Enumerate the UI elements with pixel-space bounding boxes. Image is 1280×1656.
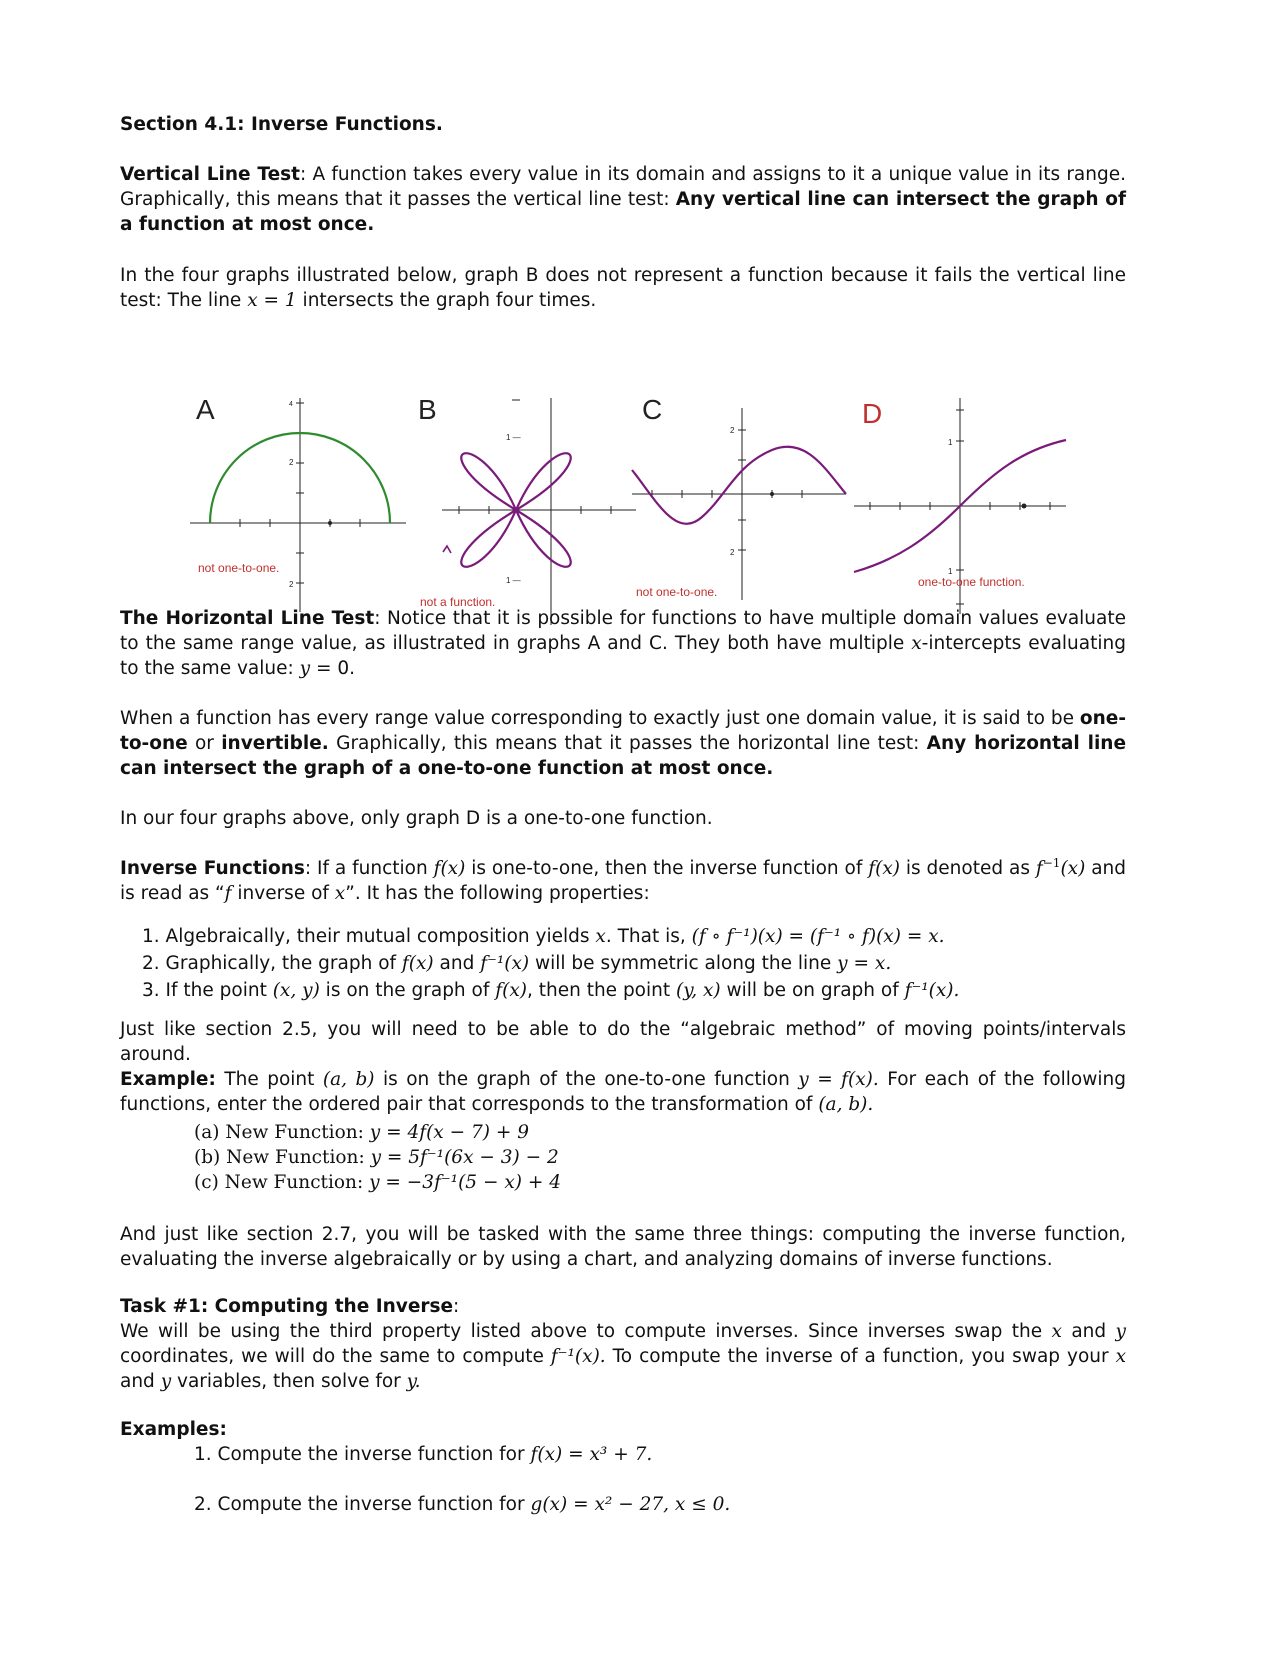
svg-text:1: 1 xyxy=(948,438,953,447)
property-number: 1. xyxy=(142,926,160,947)
hlt-heading: The Horizontal Line Test xyxy=(120,608,375,629)
graph-c-letter: C xyxy=(642,394,663,425)
example-math: g(x) = x² − 27, x ≤ 0. xyxy=(530,1494,731,1515)
transformation-expr: y = 4f(x − 7) + 9 xyxy=(369,1122,530,1143)
vertical-line-test-paragraph xyxy=(120,162,1126,237)
property-number: 3. xyxy=(142,980,160,1001)
property-text: . That is, xyxy=(605,926,692,947)
transformation-label: (a) New Function: xyxy=(194,1122,370,1143)
inv-t4: and is read as “ xyxy=(120,858,1127,904)
property-text: will be symmetric along the line xyxy=(529,953,838,974)
graph-b xyxy=(418,394,636,625)
transformation-label: (b) New Function: xyxy=(194,1147,371,1168)
task1-t6: variables, then solve for xyxy=(171,1371,407,1392)
task1-t2: and xyxy=(1061,1321,1116,1342)
hlt-math2: y xyxy=(299,658,311,679)
svg-text:2: 2 xyxy=(730,426,735,435)
example-m1: (a, b) xyxy=(322,1069,375,1090)
oto-bold3: Any horizontal line can intersect the graph of a one-to-one function at most once. xyxy=(120,733,1127,779)
transformation-expr: y = −3f⁻¹(5 − x) + 4 xyxy=(369,1172,562,1193)
vlt-heading: Vertical Line Test xyxy=(120,164,300,185)
task-1-paragraph xyxy=(120,1294,1126,1394)
inv-t3: is denoted as xyxy=(899,858,1036,879)
graph-c-curve xyxy=(632,447,846,524)
inv-m1: f(x) xyxy=(433,858,466,879)
one-to-one-paragraph xyxy=(120,706,1126,781)
property-text: If the point xyxy=(165,980,273,1001)
oto-text3: Graphically, this means that it passes the horizontal line test: xyxy=(328,733,927,754)
section-2-7-note: And just like section 2.7, you will be tasked with the same three things: computing the inverse function, evaluating the inverse algebraically or by using a chart, and analyzing domains of inverse functions. xyxy=(120,1224,1126,1270)
oto-bold2: invertible. xyxy=(221,733,329,754)
graph-b-caption: not a function. xyxy=(420,595,496,609)
task1-m1: x xyxy=(1051,1321,1062,1342)
vlt-text: : A function takes every value in its domain and assigns to it a unique value in its range. Graphically, this means that it passes the vertical line test: xyxy=(120,164,1127,210)
example-m3: (a, b). xyxy=(818,1094,874,1115)
hlt-text2: -intercepts evaluating to the same value: xyxy=(120,633,1126,679)
task1-m3: f⁻¹(x). xyxy=(550,1346,606,1367)
inv-m4: f xyxy=(224,883,232,904)
inv-t5: inverse of xyxy=(231,883,335,904)
intro-math: x = 1 xyxy=(247,290,297,311)
vlt-bold: Any vertical line can intersect the graph of a function at most once. xyxy=(120,189,1126,235)
example-t3: For each of the following functions, enter the ordered pair that corresponds to the transformation of xyxy=(120,1069,1126,1115)
intro-text: In the four graphs illustrated below, graph B does not represent a function because it fails the vertical line test: The line xyxy=(120,265,1126,311)
property-math: (f ∘ f⁻¹)(x) = (f⁻¹ ∘ f)(x) = x. xyxy=(691,926,945,947)
section-2-5-note: Just like section 2.5, you will need to be able to do the “algebraic method” of moving points/intervals around. xyxy=(120,1019,1126,1065)
intro-four-graphs xyxy=(120,263,1126,313)
example-text: Compute the inverse function for xyxy=(211,1444,531,1465)
section-title: Section 4.1: Inverse Functions. xyxy=(120,114,443,135)
task1-m5: y xyxy=(160,1371,172,1392)
inverse-functions-paragraph xyxy=(120,856,1126,906)
property-number: 2. xyxy=(142,953,160,974)
inv-heading: Inverse Functions xyxy=(120,858,305,879)
oto-text1: When a function has every range value corresponding to exactly just one domain value, it is said to be xyxy=(120,708,1080,729)
example-text: Compute the inverse function for xyxy=(211,1494,531,1515)
inv-t6: ”. It has the following properties: xyxy=(345,883,650,904)
hlt-text1: : Notice that it is possible for functions to have multiple domain values evaluate to the same range value, as illustrated in graphs A and C. They both have multiple xyxy=(120,608,1126,654)
example-item-1 xyxy=(194,1442,652,1467)
transformations-list xyxy=(194,1120,561,1195)
transformation-item xyxy=(194,1120,561,1145)
inv-m3: f xyxy=(1035,858,1043,879)
graph-c-caption: not one-to-one. xyxy=(636,585,718,599)
task1-colon: : xyxy=(453,1296,460,1317)
inv-t2: is one-to-one, then the inverse function of xyxy=(465,858,869,879)
transformation-item xyxy=(194,1170,561,1195)
example-item-2 xyxy=(194,1492,730,1517)
property-text: , then the point xyxy=(526,980,676,1001)
task1-m2: y xyxy=(1115,1321,1126,1342)
properties-list xyxy=(142,924,959,1005)
example-m2: y = f(x). xyxy=(798,1069,879,1090)
svg-text:1: 1 xyxy=(948,567,953,576)
inv-t1: : If a function xyxy=(304,858,434,879)
task1-heading: Task #1: Computing the Inverse xyxy=(120,1296,454,1317)
property-item xyxy=(142,924,959,951)
oto-bold1: one-to-one xyxy=(120,708,1126,754)
task1-t1: We will be using the third property listed above to compute inverses. Since inverses swap the xyxy=(120,1321,1052,1342)
property-math: (y, x) xyxy=(676,980,721,1001)
horizontal-line-test-paragraph xyxy=(120,606,1126,681)
example-t1: The point xyxy=(215,1069,323,1090)
property-item xyxy=(142,951,959,978)
inv-m3b: (x) xyxy=(1060,858,1086,879)
task1-t3: coordinates, we will do the same to compute xyxy=(120,1346,551,1367)
svg-text:2: 2 xyxy=(730,548,735,557)
intro-text2: intersects the graph four times. xyxy=(296,290,597,311)
task1-t4: To compute the inverse of a function, you swap your xyxy=(605,1346,1116,1367)
property-math: f⁻¹(x) xyxy=(480,953,530,974)
property-math: f(x) xyxy=(401,953,434,974)
example-heading: Example: xyxy=(120,1069,216,1090)
example-number: 2. xyxy=(194,1494,212,1515)
inv-m2: f(x) xyxy=(868,858,900,879)
example-paragraph xyxy=(120,1067,1126,1117)
svg-text:2: 2 xyxy=(289,458,294,467)
property-math: f⁻¹(x). xyxy=(904,980,960,1001)
transformation-expr: y = 5f⁻¹(6x − 3) − 2 xyxy=(370,1147,559,1168)
svg-text:1 —: 1 — xyxy=(506,576,521,585)
hlt-math1: x xyxy=(911,633,922,654)
graph-c xyxy=(632,394,846,600)
svg-text:1 —: 1 — xyxy=(506,433,521,442)
hlt-text3: = 0. xyxy=(310,658,355,679)
property-math: y = x. xyxy=(837,953,892,974)
transformation-item xyxy=(194,1145,561,1170)
example-math: f(x) = x³ + 7. xyxy=(530,1444,653,1465)
property-text: and xyxy=(433,953,481,974)
example-number: 1. xyxy=(194,1444,212,1465)
inv-m5: x xyxy=(334,883,346,904)
property-text: will be on graph of xyxy=(720,980,905,1001)
property-item xyxy=(142,978,959,1005)
graph-d-caption: one-to-one function. xyxy=(918,575,1025,589)
graph-a-caption: not one-to-one. xyxy=(198,561,280,575)
property-math: f(x) xyxy=(495,980,527,1001)
example-t2: is on the graph of the one-to-one function xyxy=(374,1069,799,1090)
svg-text:4: 4 xyxy=(289,401,293,408)
graph-d-letter: D xyxy=(862,398,883,429)
svg-text:2: 2 xyxy=(289,580,294,589)
examples-heading: Examples: xyxy=(120,1419,227,1440)
task1-t5: and xyxy=(120,1371,161,1392)
only-d-paragraph: In our four graphs above, only graph D is a one-to-one function. xyxy=(120,808,713,829)
inv-sup3: −1 xyxy=(1042,855,1061,870)
graph-a-letter: A xyxy=(196,394,215,425)
oto-text2: or xyxy=(187,733,222,754)
transformation-label: (c) New Function: xyxy=(194,1172,370,1193)
property-math: (x, y) xyxy=(272,980,320,1001)
task1-m4: x xyxy=(1115,1346,1126,1367)
property-text: Algebraically, their mutual composition yields xyxy=(165,926,596,947)
property-text: is on the graph of xyxy=(319,980,496,1001)
graph-b-letter: B xyxy=(418,394,437,425)
property-math: x xyxy=(595,926,606,947)
task1-m6: y. xyxy=(406,1371,421,1392)
graph-d xyxy=(854,398,1066,614)
graph-a xyxy=(190,394,406,612)
property-text: Graphically, the graph of xyxy=(165,953,402,974)
